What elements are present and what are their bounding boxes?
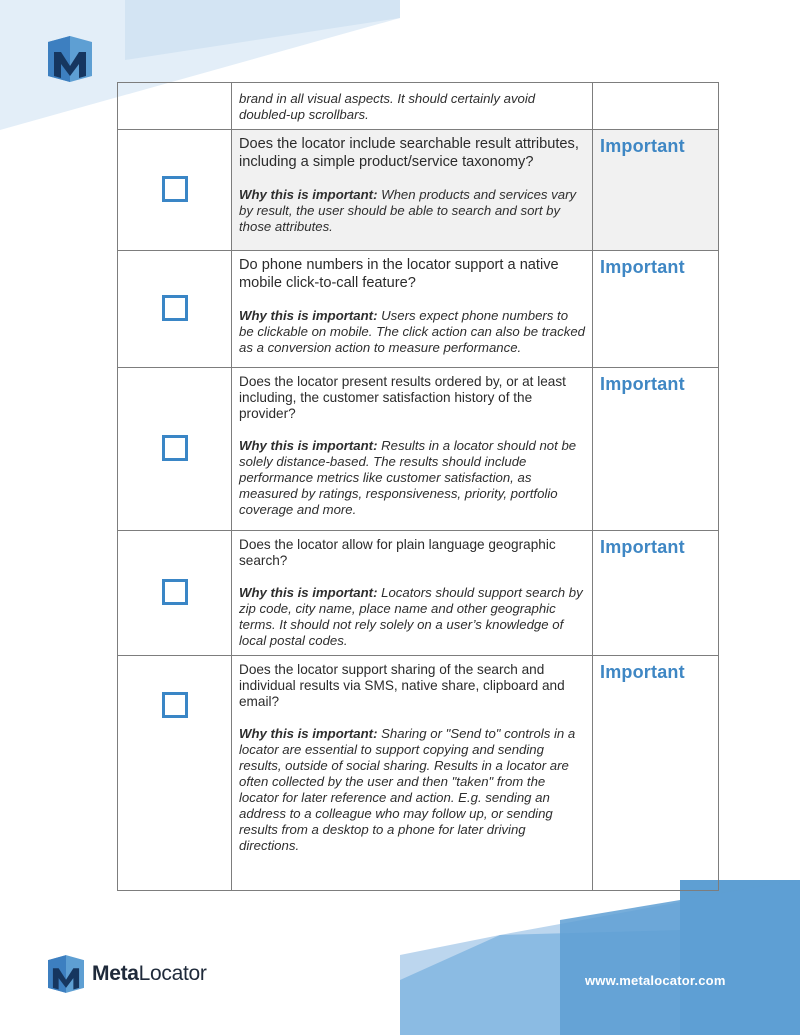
why-label: Why this is important: xyxy=(239,585,378,600)
importance-cell xyxy=(593,130,719,251)
why-important-text xyxy=(239,726,586,854)
why-label: Why this is important: xyxy=(239,187,378,202)
why-body: Sharing or "Send to" controls in a locator are essential to support copying and sending results, outside of social sharing. Results in a locator are often collected by the user and then "taken" from the locator for later reference and action. E.g. sending an address to a colleague who may follow up, or sending results from a desktop to a phone for later driving directions. xyxy=(239,726,576,853)
checkbox[interactable] xyxy=(162,579,188,605)
question-cell xyxy=(232,130,593,251)
checkbox-cell xyxy=(118,531,232,656)
checkbox[interactable] xyxy=(162,295,188,321)
question-text: Does the locator allow for plain language geographic search? xyxy=(239,537,556,568)
why-body: Users expect phone numbers to be clickable on mobile. The click action can also be tracked as a conversion action to measure performance. xyxy=(239,308,585,355)
table-row xyxy=(118,656,719,891)
checkbox-cell xyxy=(118,251,232,368)
importance-cell xyxy=(593,368,719,531)
importance-cell xyxy=(593,656,719,891)
why-important-text xyxy=(239,438,586,518)
why-body: Locators should support search by zip code, city name, place name and other geographic terms. It should not rely solely on a user’s knowledge of local postal codes. xyxy=(239,585,583,648)
why-label: Why this is important: xyxy=(239,308,378,323)
importance-label: Important xyxy=(600,662,685,682)
question-text: Do phone numbers in the locator support a native mobile click-to-call feature? xyxy=(239,257,559,291)
importance-label: Important xyxy=(600,257,685,277)
table-row xyxy=(118,251,719,368)
checkbox-cell xyxy=(118,130,232,251)
checkbox[interactable] xyxy=(162,435,188,461)
checklist-table xyxy=(117,82,719,891)
question-cell xyxy=(232,83,593,130)
table-row xyxy=(118,83,719,130)
question-cell xyxy=(232,368,593,531)
importance-label: Important xyxy=(600,537,685,557)
metalocator-logo-icon xyxy=(48,36,92,82)
why-body: Results in a locator should not be solely distance-based. The results should include performance metrics like customer satisfaction, as measured by ratings, responsiveness, priority, portfolio coverage and more. xyxy=(239,438,577,517)
importance-cell xyxy=(593,531,719,656)
question-cell xyxy=(232,531,593,656)
table-row xyxy=(118,368,719,531)
importance-cell xyxy=(593,251,719,368)
importance-cell xyxy=(593,83,719,130)
importance-label: Important xyxy=(600,374,685,394)
table-row xyxy=(118,531,719,656)
question-text: Does the locator support sharing of the search and individual results via SMS, native share, clipboard and email? xyxy=(239,662,565,709)
website-link[interactable]: www.metalocator.com xyxy=(585,973,726,988)
checkbox[interactable] xyxy=(162,176,188,202)
question-text: Does the locator present results ordered by, or at least including, the customer satisfaction history of the provider? xyxy=(239,374,566,421)
checkbox-cell xyxy=(118,83,232,130)
why-important-text xyxy=(239,308,586,356)
brand-name xyxy=(92,962,207,986)
why-label: Why this is important: xyxy=(239,726,378,741)
why-label: Why this is important: xyxy=(239,438,378,453)
checkbox-cell xyxy=(118,368,232,531)
footer-logo xyxy=(48,954,207,994)
why-important-text xyxy=(239,187,586,235)
metalocator-logo-icon xyxy=(48,955,84,993)
why-important-text xyxy=(239,585,586,649)
why-body: When products and services vary by result, the user should be able to search and sort by those attributes. xyxy=(239,187,577,234)
brand-name-part1: Meta xyxy=(92,962,139,985)
importance-label: Important xyxy=(600,136,685,156)
checkbox[interactable] xyxy=(162,692,188,718)
continued-text: brand in all visual aspects. It should certainly avoid doubled-up scrollbars. xyxy=(239,91,536,122)
table-row xyxy=(118,130,719,251)
brand-name-part2: Locator xyxy=(138,962,207,985)
question-cell xyxy=(232,656,593,891)
question-text: Does the locator include searchable result attributes, including a simple product/service taxonomy? xyxy=(239,136,579,170)
question-cell xyxy=(232,251,593,368)
checkbox-cell xyxy=(118,656,232,891)
